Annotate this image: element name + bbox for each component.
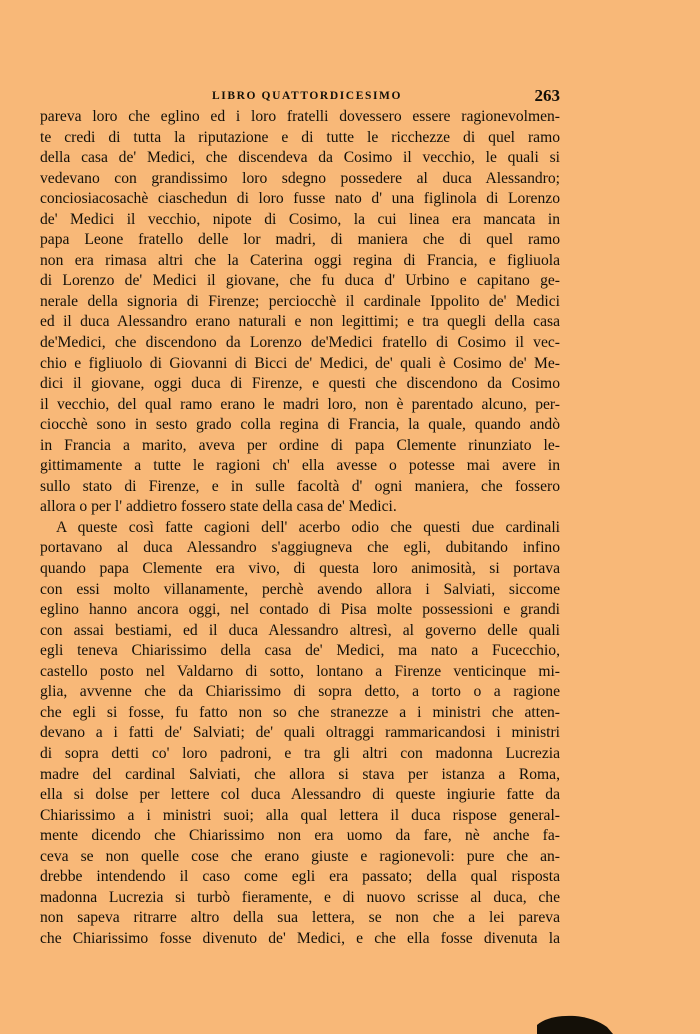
paragraph-end-line: allora o per l' addietro fossero state della casa de' Medici. bbox=[40, 498, 397, 516]
text-line: che egli si fosse, fu fatto non so che stranezze a i ministri che atten- bbox=[40, 703, 560, 721]
page-number: 263 bbox=[534, 86, 560, 105]
text-line: de' Medici il vecchio, nipote di Cosimo, la cui linea era mancata in bbox=[40, 210, 560, 228]
text-line: dici il giovane, oggi duca di Firenze, e questi che discendono da Cosimo bbox=[40, 375, 560, 393]
text-line: non sapeva ritrarre altro della sua lettera, se non che a lei pareva bbox=[40, 909, 560, 927]
text-line: ciocchè sono in sesto grado colla regina di Francia, la quale, quando andò bbox=[40, 416, 560, 434]
text-line: nerale della signoria di Firenze; perciocchè il cardinale Ippolito de' Medici bbox=[40, 292, 560, 310]
text-line: de'Medici, che discendono da Lorenzo de'Medici fratello di Cosimo il vec- bbox=[40, 334, 560, 352]
text-line: ed il duca Alessandro erano naturali e non legittimi; e tra quegli della casa bbox=[40, 313, 560, 331]
text-line: drebbe intendendo il caso come egli era passato; della qual risposta bbox=[40, 868, 560, 886]
text-line: te credi di tutta la riputazione e di tutte le ricchezze di quel ramo bbox=[40, 128, 560, 146]
text-line: il vecchio, del qual ramo erano le madri loro, non è parentado alcuno, per- bbox=[40, 395, 560, 413]
text-line: mente dicendo che Chiarissimo non era uomo da fare, nè anche fa- bbox=[40, 827, 560, 845]
text-line: madre del cardinal Salviati, che allora si stava per istanza a Roma, bbox=[40, 765, 560, 783]
text-line: con assai bestiami, ed il duca Alessandro altresì, al governo delle quali bbox=[40, 621, 560, 639]
text-line: conciosiacosachè ciaschedun di loro fusse nato d' una figlinola di Lorenzo bbox=[40, 190, 560, 208]
text-line: madonna Lucrezia si turbò fieramente, e di nuovo scrisse al duca, che bbox=[40, 888, 560, 906]
text-line: della casa de' Medici, che discendeva da Cosimo il vecchio, le quali si bbox=[40, 149, 560, 167]
text-line: chio e figliuolo di Giovanni di Bicci de' Medici, de' quali è Cosimo de' Me- bbox=[40, 354, 560, 372]
text-line: devano a i fatti de' Salviati; de' quali oltraggi rammaricandosi i ministri bbox=[40, 724, 560, 742]
text-line: di sopra detti co' loro padroni, e tra gli altri con madonna Lucrezia bbox=[40, 744, 560, 762]
text-line: ella si dolse per lettere col duca Alessandro di queste ingiurie fatte da bbox=[40, 786, 560, 804]
text-line: in Francia a marito, aveva per ordine di papa Clemente rinunziato le- bbox=[40, 436, 560, 454]
text-line: quando papa Clemente era vivo, di questa loro animosità, si portava bbox=[40, 560, 560, 578]
text-line: con essi molto villanamente, perchè avendo allora i Salviati, siccome bbox=[40, 580, 560, 598]
body-text bbox=[40, 107, 560, 949]
text-line: egli teneva Chiarissimo della casa de' Medici, ma nato a Fucecchio, bbox=[40, 642, 560, 660]
text-line: vedevano con grandissimo loro sdegno possedere al duca Alessandro; bbox=[40, 169, 560, 187]
text-line: che Chiarissimo fosse divenuto de' Medici, e che ella fosse divenuta la bbox=[40, 929, 560, 947]
text-line: gittimamente a tutte le ragioni ch' ella avesse o potesse mai avere in bbox=[40, 457, 560, 475]
text-line: sullo stato di Firenze, e in sulle facoltà d' ogni maniera, che fossero bbox=[40, 477, 560, 495]
text-line: pareva loro che eglino ed i loro fratelli dovessero essere ragionevolmen- bbox=[40, 108, 560, 125]
text-line: di Lorenzo de' Medici il giovane, che fu duca d' Urbino e capitano ge- bbox=[40, 272, 560, 290]
page-corner-mark bbox=[537, 1010, 615, 1034]
text-line: non era rimasa altri che la Caterina oggi regina di Francia, e figliuola bbox=[40, 251, 560, 269]
paragraph-start-line: A queste così fatte cagioni dell' acerbo odio che questi due cardinali bbox=[56, 518, 560, 536]
running-head: LIBRO QUATTORDICESIMO bbox=[212, 90, 403, 102]
text-line: portavano al duca Alessandro s'aggiugneva che egli, dubitando infino bbox=[40, 539, 560, 557]
text-line: Chiarissimo a i ministri suoi; alla qual lettera il duca rispose general- bbox=[40, 806, 560, 824]
text-line: castello posto nel Valdarno di sotto, lontano a Firenze venticinque mi- bbox=[40, 662, 560, 680]
text-line: eglino hanno ancora oggi, nel contado di Pisa molte possessioni e grandi bbox=[40, 601, 560, 619]
text-line: glia, avvenne che da Chiarissimo di sopra detto, a torto o a ragione bbox=[40, 683, 560, 701]
text-line: papa Leone fratello delle lor madri, di maniera che di quel ramo bbox=[40, 231, 560, 249]
page-header bbox=[40, 86, 560, 108]
text-line: ceva se non quelle cose che erano giuste e ragionevoli: pure che an- bbox=[40, 847, 560, 865]
